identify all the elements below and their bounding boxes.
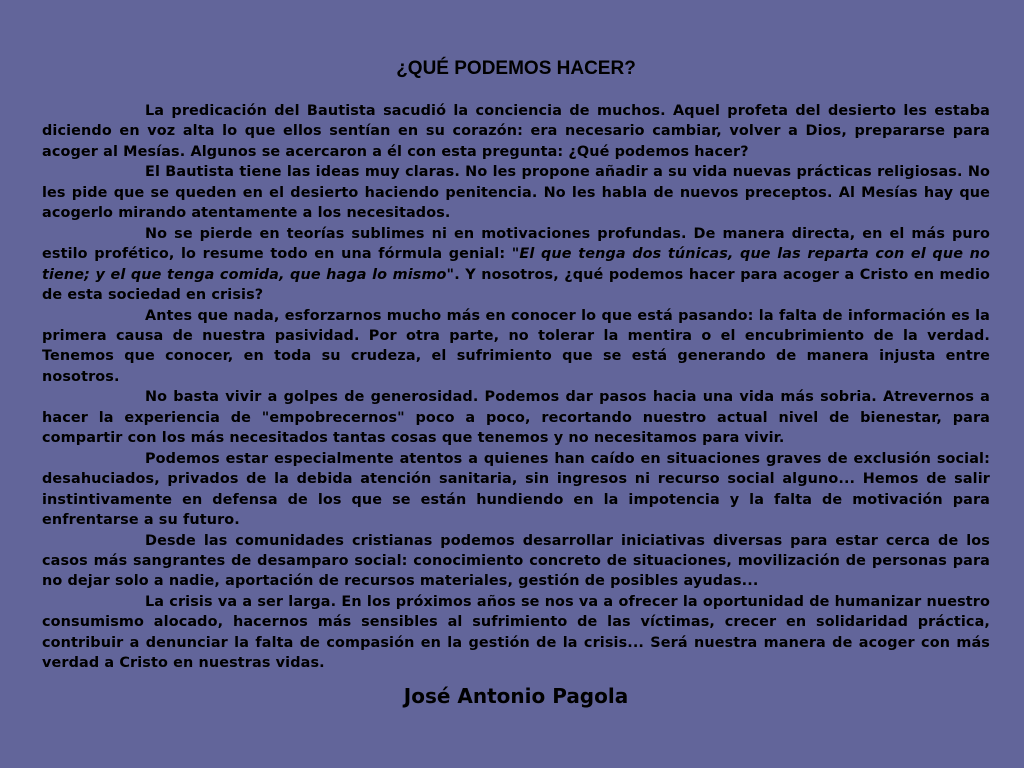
paragraph-3-quote: "El que tenga dos túnicas, que las reparta con el que no tiene; y el que tenga comida, que haga lo mismo" (42, 246, 990, 283)
paragraph-3 (42, 224, 990, 306)
author-name: José Antonio Pagola (403, 684, 629, 708)
paragraph-6: Podemos estar especialmente atentos a quienes han caído en situaciones graves de exclusión social: desahuciados, privados de la debida atención sanitaria, sin ingresos ni recurso social alguno... Hemos de salir instintivamente en defensa de los que se están hundiendo en la impotencia y la falta de motivación para enfrentarse a su futuro. (42, 450, 990, 529)
paragraph-3-outro: . Y nosotros, ¿qué podemos hacer para acoger a Cristo en medio de esta sociedad en crisis? (42, 266, 990, 304)
paragraph-4: Antes que nada, esforzarnos mucho más en conocer lo que está pasando: la falta de información es la primera causa de nuestra pasividad. Por otra parte, no tolerar la mentira o el encubrimiento de la verdad. Tenemos que conocer, en toda su crudeza, el sufrimiento que se está generando de manera injusta entre nosotros. (42, 307, 990, 385)
paragraph-7: Desde las comunidades cristianas podemos desarrollar iniciativas diversas para estar cerca de los casos más sangrantes de desamparo social: conocimiento concreto de situaciones, movilización de personas para no dejar solo a nadie, aportación de recursos materiales, gestión de posibles ayudas... (42, 532, 990, 590)
slide (42, 0, 990, 768)
article-body (42, 101, 990, 674)
page-title: ¿QUÉ PODEMOS HACER? (396, 58, 636, 79)
paragraph-1: La predicación del Bautista sacudió la conciencia de muchos. Aquel profeta del desierto les estaba diciendo en voz alta lo que ellos sentían en su corazón: era necesario cambiar, volver a Dios, prepararse para acoger al Mesías. Algunos se acercaron a él con esta pregunta: ¿Qué podemos hacer? (42, 103, 990, 160)
paragraph-5: No basta vivir a golpes de generosidad. Podemos dar pasos hacia una vida más sobria. Atrevernos a hacer la experiencia de "empobrecernos" poco a poco, recortando nuestro actual nivel de bienestar, para compartir con los más necesitados tantas cosas que tenemos y no necesitamos para vivir. (42, 389, 990, 447)
paragraph-2: El Bautista tiene las ideas muy claras. No les propone añadir a su vida nuevas prácticas religiosas. No les pide que se queden en el desierto haciendo penitencia. No les habla de nuevos preceptos. Al Mesías hay que acogerlo mirando atentamente a los necesitados. (42, 164, 990, 222)
paragraph-8: La crisis va a ser larga. En los próximos años se nos va a ofrecer la oportunidad de humanizar nuestro consumismo alocado, hacernos más sensibles al sufrimiento de las víctimas, crecer en solidaridad práctica, contribuir a denunciar la falta de compasión en la gestión de la crisis... Será nuestra manera de acoger con más verdad a Cristo en nuestras vidas. (42, 593, 990, 672)
paragraph-3-intro: No se pierde en teorías sublimes ni en motivaciones profundas. De manera directa, en el más puro estilo profético, lo resume todo en una fórmula genial: (42, 225, 990, 263)
